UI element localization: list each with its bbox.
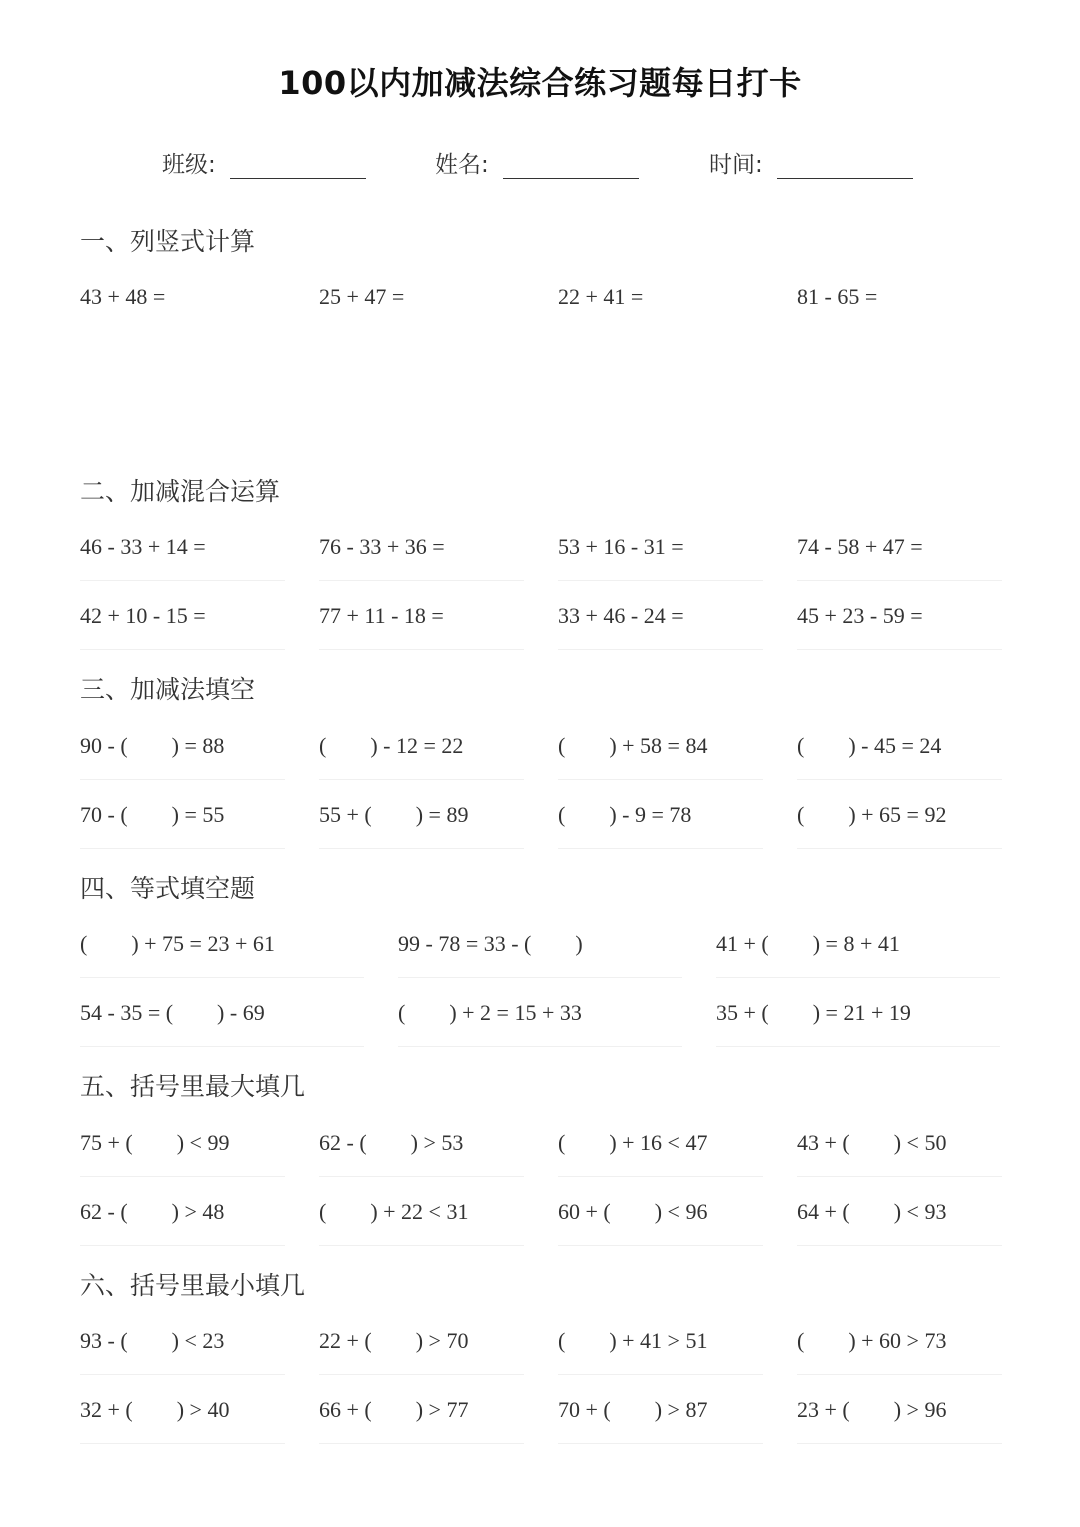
problem-cell[interactable] (558, 599, 763, 650)
problem-cell[interactable] (716, 927, 1000, 978)
class-field (162, 146, 366, 179)
problem-cell[interactable] (558, 1393, 763, 1444)
problem-cell[interactable] (558, 1324, 763, 1375)
problem-expression: 66 + ( ) > 77 (319, 1397, 469, 1422)
problem-expression: 75 + ( ) < 99 (80, 1130, 230, 1155)
problem-expression: ( ) + 16 < 47 (558, 1130, 708, 1155)
problem-cell[interactable] (797, 1393, 1002, 1444)
problem-cell[interactable] (558, 1195, 763, 1246)
problem-cell[interactable] (80, 729, 285, 780)
problem-expression: ( ) + 65 = 92 (797, 802, 947, 827)
problem-expression: 64 + ( ) < 93 (797, 1199, 947, 1224)
problem-cell[interactable] (319, 729, 524, 780)
problem-expression: 76 - 33 + 36 = (319, 534, 445, 559)
problem-expression: 22 + ( ) > 70 (319, 1328, 469, 1353)
problem-cell[interactable] (80, 280, 285, 330)
problem-cell[interactable] (797, 599, 1002, 650)
problem-cell[interactable] (319, 1195, 524, 1246)
problem-row (80, 1126, 1000, 1176)
problem-expression: 41 + ( ) = 8 + 41 (716, 931, 900, 956)
problem-expression: 90 - ( ) = 88 (80, 733, 225, 758)
problem-expression: ( ) + 60 > 73 (797, 1328, 947, 1353)
section-title-min-fill: 六、括号里最小填几 (80, 1271, 306, 1300)
problem-expression: ( ) - 45 = 24 (797, 733, 942, 758)
problem-expression: ( ) + 75 = 23 + 61 (80, 931, 275, 956)
problem-cell[interactable] (80, 1126, 285, 1177)
name-field (435, 146, 639, 179)
problem-expression: ( ) + 2 = 15 + 33 (398, 1000, 582, 1025)
problem-cell[interactable] (80, 1324, 285, 1375)
problem-row (80, 530, 1000, 580)
problem-cell[interactable] (319, 1324, 524, 1375)
problem-expression: 70 + ( ) > 87 (558, 1397, 708, 1422)
problem-expression: 99 - 78 = 33 - ( ) (398, 931, 583, 956)
problem-cell[interactable] (797, 280, 1002, 330)
problem-cell[interactable] (319, 798, 524, 849)
name-label: 姓名: (435, 152, 489, 178)
problem-expression: ( ) + 58 = 84 (558, 733, 708, 758)
problem-expression: 42 + 10 - 15 = (80, 603, 206, 628)
problem-cell[interactable] (319, 280, 524, 330)
problem-cell[interactable] (319, 1393, 524, 1444)
class-label: 班级: (162, 152, 216, 178)
student-info-row (0, 146, 1080, 186)
problem-expression: 74 - 58 + 47 = (797, 534, 923, 559)
problem-cell[interactable] (398, 996, 682, 1047)
problem-cell[interactable] (558, 729, 763, 780)
problem-expression: ( ) - 9 = 78 (558, 802, 692, 827)
problem-row (80, 996, 1000, 1046)
problem-cell[interactable] (716, 996, 1000, 1047)
problem-expression: 22 + 41 = (558, 284, 644, 309)
problem-cell[interactable] (80, 1195, 285, 1246)
problem-cell[interactable] (80, 599, 285, 650)
problem-row (80, 1195, 1000, 1245)
class-blank[interactable] (230, 148, 366, 179)
problem-expression: 43 + 48 = (80, 284, 166, 309)
problem-expression: 62 - ( ) > 53 (319, 1130, 464, 1155)
problem-cell[interactable] (319, 599, 524, 650)
problem-expression: 54 - 35 = ( ) - 69 (80, 1000, 265, 1025)
problem-row (80, 729, 1000, 779)
problem-cell[interactable] (797, 530, 1002, 581)
problem-expression: 33 + 46 - 24 = (558, 603, 684, 628)
section-title-vertical-calculation: 一、列竖式计算 (80, 227, 256, 256)
section-title-mixed-operations: 二、加减混合运算 (80, 477, 281, 506)
problem-cell[interactable] (80, 530, 285, 581)
problem-expression: ( ) - 12 = 22 (319, 733, 464, 758)
problem-expression: 46 - 33 + 14 = (80, 534, 206, 559)
problem-cell[interactable] (80, 1393, 285, 1444)
problem-expression: 77 + 11 - 18 = (319, 603, 444, 628)
section-title-max-fill: 五、括号里最大填几 (80, 1072, 306, 1101)
worksheet-title: 100以内加减法综合练习题每日打卡 (278, 64, 802, 102)
problem-row (80, 280, 1000, 330)
problem-expression: 70 - ( ) = 55 (80, 802, 225, 827)
time-blank[interactable] (777, 148, 913, 179)
problem-cell[interactable] (398, 927, 682, 978)
problem-cell[interactable] (80, 996, 364, 1047)
section-title-equation-fill: 四、等式填空题 (80, 874, 256, 903)
problem-cell[interactable] (558, 1126, 763, 1177)
problem-expression: 32 + ( ) > 40 (80, 1397, 230, 1422)
problem-expression: 45 + 23 - 59 = (797, 603, 923, 628)
problem-cell[interactable] (797, 729, 1002, 780)
problem-cell[interactable] (319, 530, 524, 581)
problem-expression: ( ) + 41 > 51 (558, 1328, 708, 1353)
problem-row (80, 1393, 1000, 1443)
problem-cell[interactable] (797, 1195, 1002, 1246)
problem-cell[interactable] (80, 798, 285, 849)
problem-cell[interactable] (797, 798, 1002, 849)
problem-cell[interactable] (80, 927, 364, 978)
problem-cell[interactable] (558, 798, 763, 849)
name-blank[interactable] (503, 148, 639, 179)
problem-expression: 81 - 65 = (797, 284, 878, 309)
problem-row (80, 599, 1000, 649)
section-title-fill-in-blank: 三、加减法填空 (80, 675, 256, 704)
problem-expression: 62 - ( ) > 48 (80, 1199, 225, 1224)
problem-cell[interactable] (797, 1126, 1002, 1177)
problem-expression: 55 + ( ) = 89 (319, 802, 469, 827)
problem-row (80, 1324, 1000, 1374)
time-label: 时间: (709, 152, 763, 178)
problem-expression: ( ) + 22 < 31 (319, 1199, 469, 1224)
problem-expression: 35 + ( ) = 21 + 19 (716, 1000, 911, 1025)
problem-row (80, 927, 1000, 977)
problem-expression: 93 - ( ) < 23 (80, 1328, 225, 1353)
problem-expression: 23 + ( ) > 96 (797, 1397, 947, 1422)
problem-cell[interactable] (558, 530, 763, 581)
problem-cell[interactable] (319, 1126, 524, 1177)
problem-cell[interactable] (558, 280, 763, 330)
problem-expression: 53 + 16 - 31 = (558, 534, 684, 559)
problem-expression: 60 + ( ) < 96 (558, 1199, 708, 1224)
problem-cell[interactable] (797, 1324, 1002, 1375)
problem-expression: 25 + 47 = (319, 284, 405, 309)
problem-row (80, 798, 1000, 848)
problem-expression: 43 + ( ) < 50 (797, 1130, 947, 1155)
time-field (709, 146, 913, 179)
